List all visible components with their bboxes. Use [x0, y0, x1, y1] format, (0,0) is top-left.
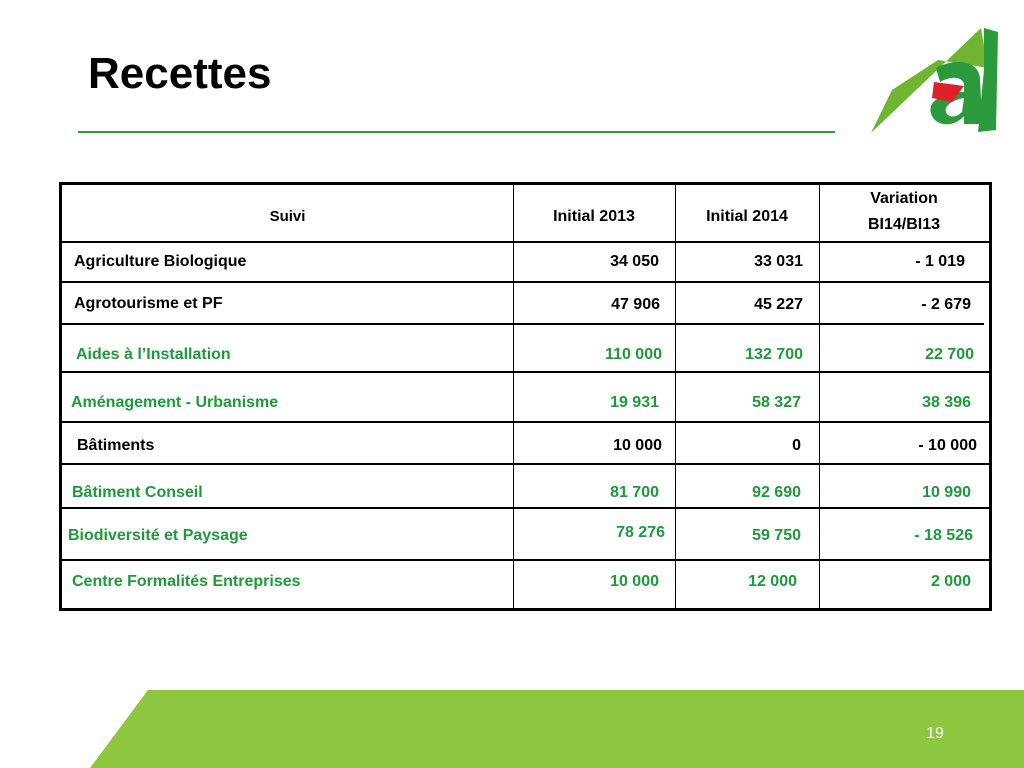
- row-divider: [62, 281, 989, 283]
- header-variation-line1: Variation: [870, 190, 938, 207]
- row-initial-2014: 0: [792, 437, 801, 454]
- revenue-table: [59, 182, 992, 611]
- row-initial-2014: 59 750: [752, 527, 801, 544]
- row-variation: 38 396: [922, 394, 971, 411]
- row-initial-2013: 78 276: [616, 524, 665, 541]
- row-initial-2014: 92 690: [752, 484, 801, 501]
- row-label: Biodiversité et Paysage: [68, 527, 248, 544]
- row-initial-2014: 58 327: [752, 394, 801, 411]
- row-variation: - 10 000: [918, 437, 977, 454]
- row-divider: [62, 371, 989, 373]
- row-initial-2013: 19 931: [610, 394, 659, 411]
- row-divider: [62, 421, 989, 423]
- row-divider: [62, 323, 984, 325]
- row-variation: - 2 679: [921, 296, 971, 313]
- row-initial-2014: 33 031: [754, 253, 803, 270]
- row-label: Bâtiments: [77, 437, 155, 454]
- row-label: Bâtiment Conseil: [72, 484, 203, 501]
- row-divider: [62, 463, 989, 465]
- row-variation: 22 700: [925, 346, 974, 363]
- header-initial-2014: Initial 2014: [706, 208, 788, 225]
- row-label: Agrotourisme et PF: [74, 295, 223, 312]
- row-label: Aides à l’Installation: [76, 346, 231, 363]
- header-suivi: Suivi: [269, 208, 306, 225]
- row-initial-2013: 10 000: [610, 573, 659, 590]
- row-variation: 10 990: [922, 484, 971, 501]
- row-initial-2013: 10 000: [613, 437, 662, 454]
- row-divider: [62, 559, 989, 561]
- row-variation: 2 000: [930, 573, 971, 590]
- row-initial-2013: 47 906: [611, 296, 660, 313]
- agency-a-logo-icon: [866, 20, 998, 136]
- title-underline: [78, 131, 835, 133]
- header-initial-2013: Initial 2013: [553, 208, 635, 225]
- row-initial-2014: 45 227: [754, 296, 803, 313]
- row-divider: [62, 507, 989, 509]
- row-divider: [62, 241, 989, 243]
- row-initial-2014: 12 000: [748, 573, 797, 590]
- row-label: Aménagement - Urbanisme: [71, 394, 279, 411]
- row-initial-2013: 34 050: [610, 253, 659, 270]
- row-label: Centre Formalités Entreprises: [72, 573, 301, 590]
- row-variation: - 18 526: [914, 527, 973, 544]
- row-variation: - 1 019: [915, 253, 965, 270]
- header-variation-line2: BI14/BI13: [867, 216, 941, 233]
- slide-title: Recettes: [88, 49, 272, 98]
- footer-band: [0, 690, 1024, 768]
- row-initial-2014: 132 700: [745, 346, 803, 363]
- row-initial-2013: 110 000: [605, 346, 662, 363]
- page-number: 19: [926, 725, 944, 742]
- row-label: Agriculture Biologique: [74, 253, 247, 270]
- row-initial-2013: 81 700: [610, 484, 659, 501]
